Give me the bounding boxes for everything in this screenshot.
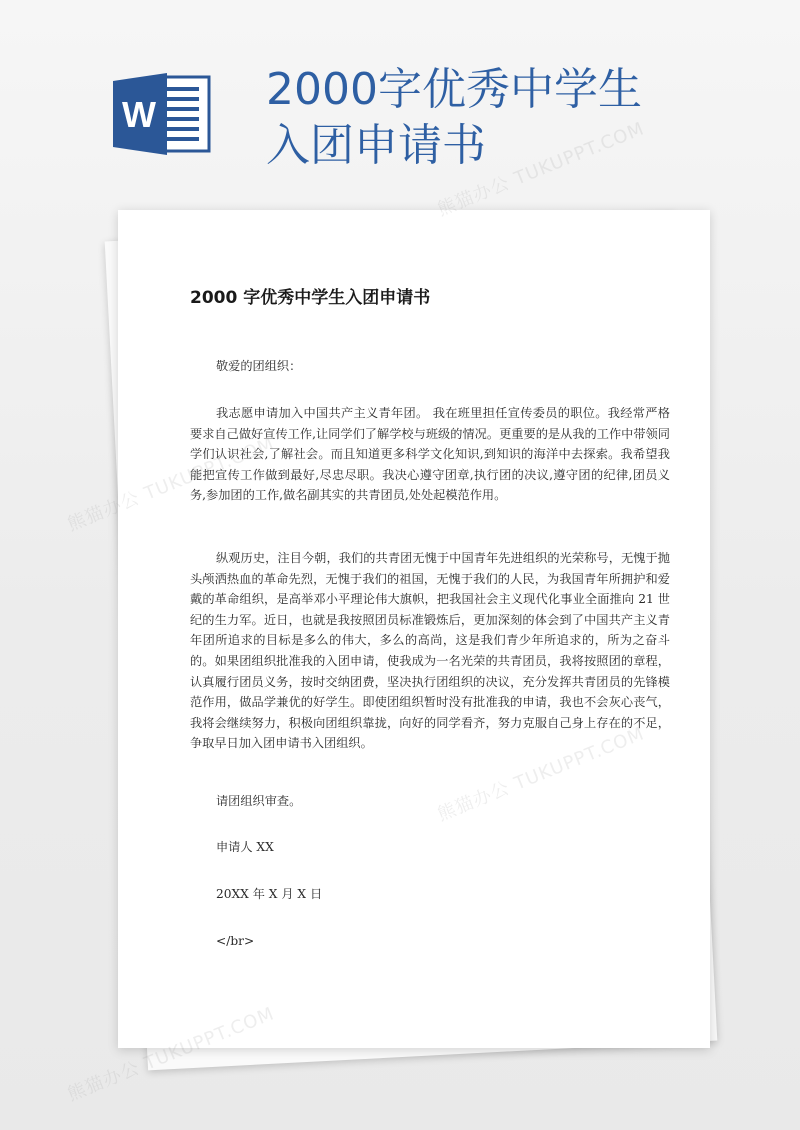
applicant-line: 申请人 XX [216, 840, 274, 854]
request-line: 请团组织审查。 [216, 794, 302, 808]
watermark: 熊猫办公 [64, 487, 144, 536]
word-document-icon [113, 73, 213, 155]
header-title-line2: 入团申请书 [266, 120, 486, 171]
watermark: 熊猫办公 TUKUPPT.COM [434, 118, 648, 221]
paragraph-2: 纵观历史，注目今朝，我们的共青团无愧于中国青年先进组织的光荣称号，无愧于抛头颅洒热血的革命先烈，无愧于我们的祖国，无愧于我们的人民，为我国青年所拥护和爱戴的革命组织，是高举邓小平理论伟大旗帜，把我国社会主义现代化事业全面推向 21 世纪的生力军。近日，也就是我按照团员标准锻炼后，更加深刻的体会到了中国共产主义青年团所追求的目标是多么的伟大，多么的高尚，这是我们青少年所追求的，所为之奋斗的。如果团组织批准我的入团申请，使我成为一名光荣的共青团员，我将按照团的章程，认真履行团员义务，按时交纳团费，坚决执行团组织的决议，充分发挥共青团员的先锋模范作用，做品学兼优的好学生。即使团组织暂时没有批准我的申请，我也不会灰心丧气，我将会继续努力，积极向团组织靠拢，向好的同学看齐，努力克服自己身上存在的不足，争取早日加入团申请书入团组织。 [190, 551, 670, 751]
word-icon-letter: W [122, 94, 156, 135]
trailing-tag: </br> [216, 934, 255, 948]
salutation: 敬爱的团组织： [216, 359, 302, 373]
date-line: 20XX 年 X 月 X 日 [216, 887, 323, 901]
document-page [118, 210, 710, 1048]
document-title: 2000 字优秀中学生入团申请书 [190, 288, 431, 308]
header-title [266, 62, 642, 174]
header-title-line1: 2000字优秀中学生 [266, 64, 642, 115]
paragraph-1: 我志愿申请加入中国共产主义青年团。 我在班里担任宣传委员的职位。我经常严格要求自己做好宣传工作,让同学们了解学校与班级的情况。更重要的是从我的工作中带领同学们认识社会,了解社会。而且知道更多科学文化知识,到知识的海洋中去探索。我希望我能把宣传工作做到最好,尽忠尽职。我决心遵守团章,执行团的决议,遵守团的纪律,团员义务,参加团的工作,做名副其实的共青团员,处处起模范作用。 [190, 406, 670, 503]
watermark: 熊猫办公 [64, 1057, 144, 1106]
